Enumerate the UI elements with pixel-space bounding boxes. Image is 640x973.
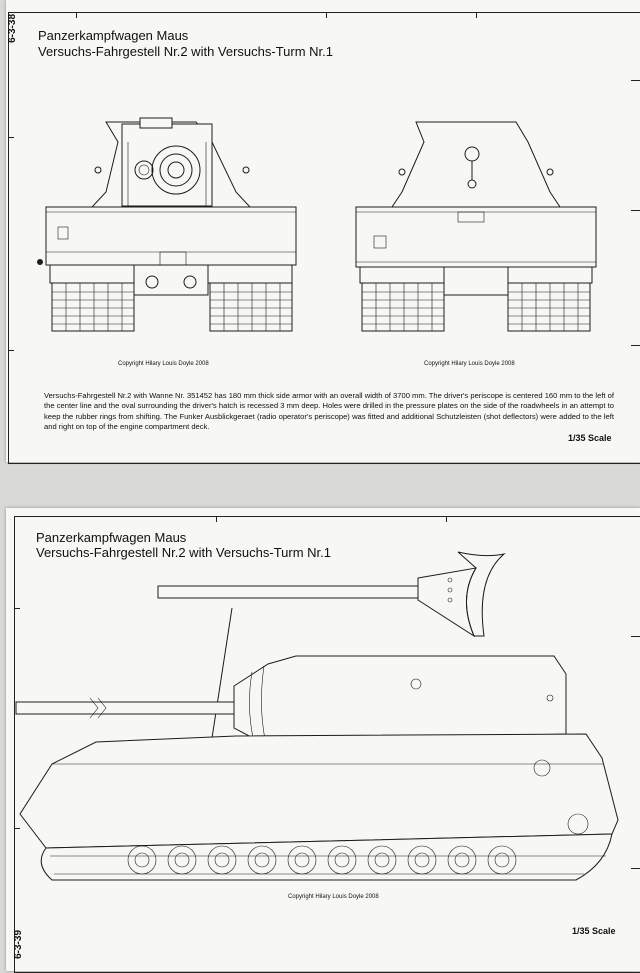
page-title: Panzerkampfwagen Maus xyxy=(38,28,189,43)
page-subtitle: Versuchs-Fahrgestell Nr.2 with Versuchs-Turm Nr.1 xyxy=(38,44,334,59)
caption-text: Versuchs-Fahrgestell Nr.2 with Wanne Nr. 351452 has 180 mm thick side armor with an overall width of 3700 mm. The driver's periscope is centered 160 mm to the left of the center line and the oval surrounding the driver's hatch is recessed 3 mm deep. Holes were drilled in the pressure plates on the side of the roadwheels in an attempt to keep the rubber rings from shifting. The Funker Ausblickgeraet (radio operator's periscope) was fitted and additional Schutzleisten (shot deflectors) were added to the left and right on top of the engine compartment deck. xyxy=(44,391,614,432)
border-tick xyxy=(8,350,14,351)
border-tick xyxy=(631,345,640,346)
page-number: 6-3-38 xyxy=(7,14,18,43)
side-view-drawing xyxy=(6,538,640,908)
plan-sheet-top xyxy=(6,0,640,462)
plan-sheet-bottom xyxy=(6,508,640,971)
copyright-rear-view: Copyright Hilary Louis Doyle 2008 xyxy=(424,361,515,367)
border-tick xyxy=(631,210,640,211)
border-tick xyxy=(326,12,327,18)
page-subtitle: Versuchs-Fahrgestell Nr.2 with Versuchs-Turm Nr.1 xyxy=(36,545,332,560)
border-tick xyxy=(476,12,477,18)
copyright-front-view: Copyright Hilary Louis Doyle 2008 xyxy=(118,361,209,367)
border-tick xyxy=(8,137,14,138)
page-title: Panzerkampfwagen Maus xyxy=(36,530,187,545)
border-tick xyxy=(631,80,640,81)
page-number: 6-3-39 xyxy=(13,930,24,959)
border-tick xyxy=(446,516,447,522)
rear-view-drawing xyxy=(346,112,606,362)
scale-label: 1/35 Scale xyxy=(572,926,616,936)
border-tick xyxy=(76,12,77,18)
scale-label: 1/35 Scale xyxy=(568,433,612,443)
copyright-side-view: Copyright Hilary Louis Doyle 2008 xyxy=(288,894,379,900)
border-tick xyxy=(216,516,217,522)
front-view-drawing xyxy=(36,112,306,362)
